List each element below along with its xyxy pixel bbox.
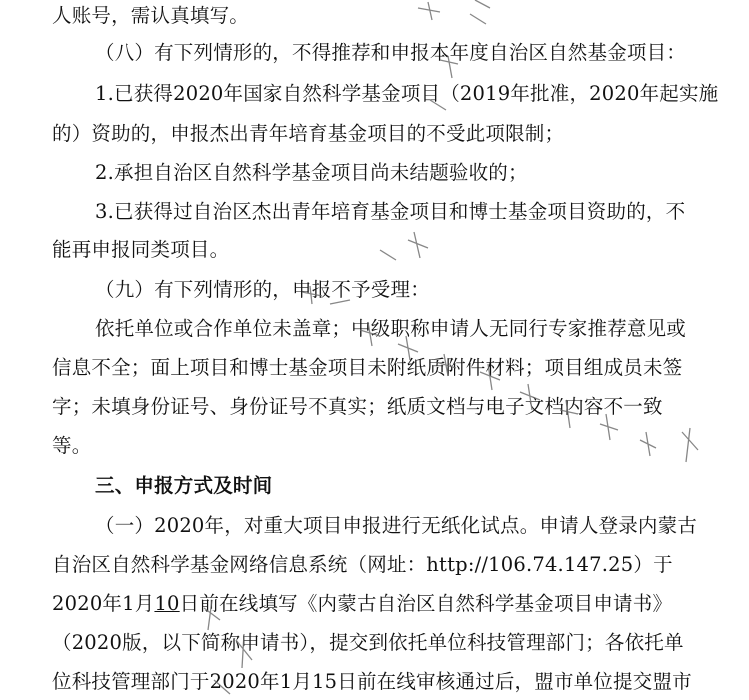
section-9-para-line-4: 等。 [52, 434, 92, 457]
item-3-line-2: 能再申报同类项目。 [52, 238, 230, 261]
item-1-line-2: 的）资助的，申报杰出青年培育基金项目的不受此项限制； [52, 122, 565, 145]
section-9-para-line-2: 信息不全；面上项目和博士基金项目未附纸质附件材料；项目组成员未签 [52, 356, 683, 379]
section-3-item-1-line-4: （2020版，以下简称申请书），提交到依托单位科技管理部门；各依托单 [52, 631, 684, 654]
item-1-line-1: 1.已获得2020年国家自然科学基金项目（2019年批准，2020年起实施 [95, 82, 719, 105]
text-line-1: 人账号，需认真填写。 [52, 4, 250, 27]
date-prefix: 2020年1月 [52, 592, 155, 615]
item-2: 2.承担自治区自然科学基金项目尚未结题验收的； [95, 161, 528, 184]
section-3-item-1-line-5: 位科技管理部门于2020年1月15日前在线审核通过后，盟市单位提交盟市 [52, 670, 692, 693]
section-3-item-1-line-2: 自治区自然科学基金网络信息系统（网址：http://106.74.147.25）于 [52, 553, 673, 576]
section-9-heading: （九）有下列情形的，申报不予受理： [95, 278, 430, 301]
section-9-para-line-1: 依托单位或合作单位未盖章；中级职称申请人无同行专家推荐意见或 [95, 317, 687, 340]
section-8-heading: （八）有下列情形的，不得推荐和申报本年度自治区自然基金项目： [95, 41, 687, 64]
section-3-item-1-line-3 [52, 586, 749, 622]
section-9-para-line-3: 字；未填身份证号、身份证号不真实；纸质文档与电子文档内容不一致 [52, 395, 663, 418]
date-suffix: 日前在线填写《内蒙古自治区自然科学基金项目申请书》 [179, 592, 673, 615]
section-3-item-1-line-1: （一）2020年，对重大项目申报进行无纸化试点。申请人登录内蒙古 [95, 514, 698, 537]
underlined-day: 10 [154, 592, 180, 615]
section-3-heading: 三、申报方式及时间 [95, 474, 273, 497]
item-3-line-1: 3.已获得过自治区杰出青年培育基金项目和博士基金项目资助的，不 [95, 200, 686, 223]
